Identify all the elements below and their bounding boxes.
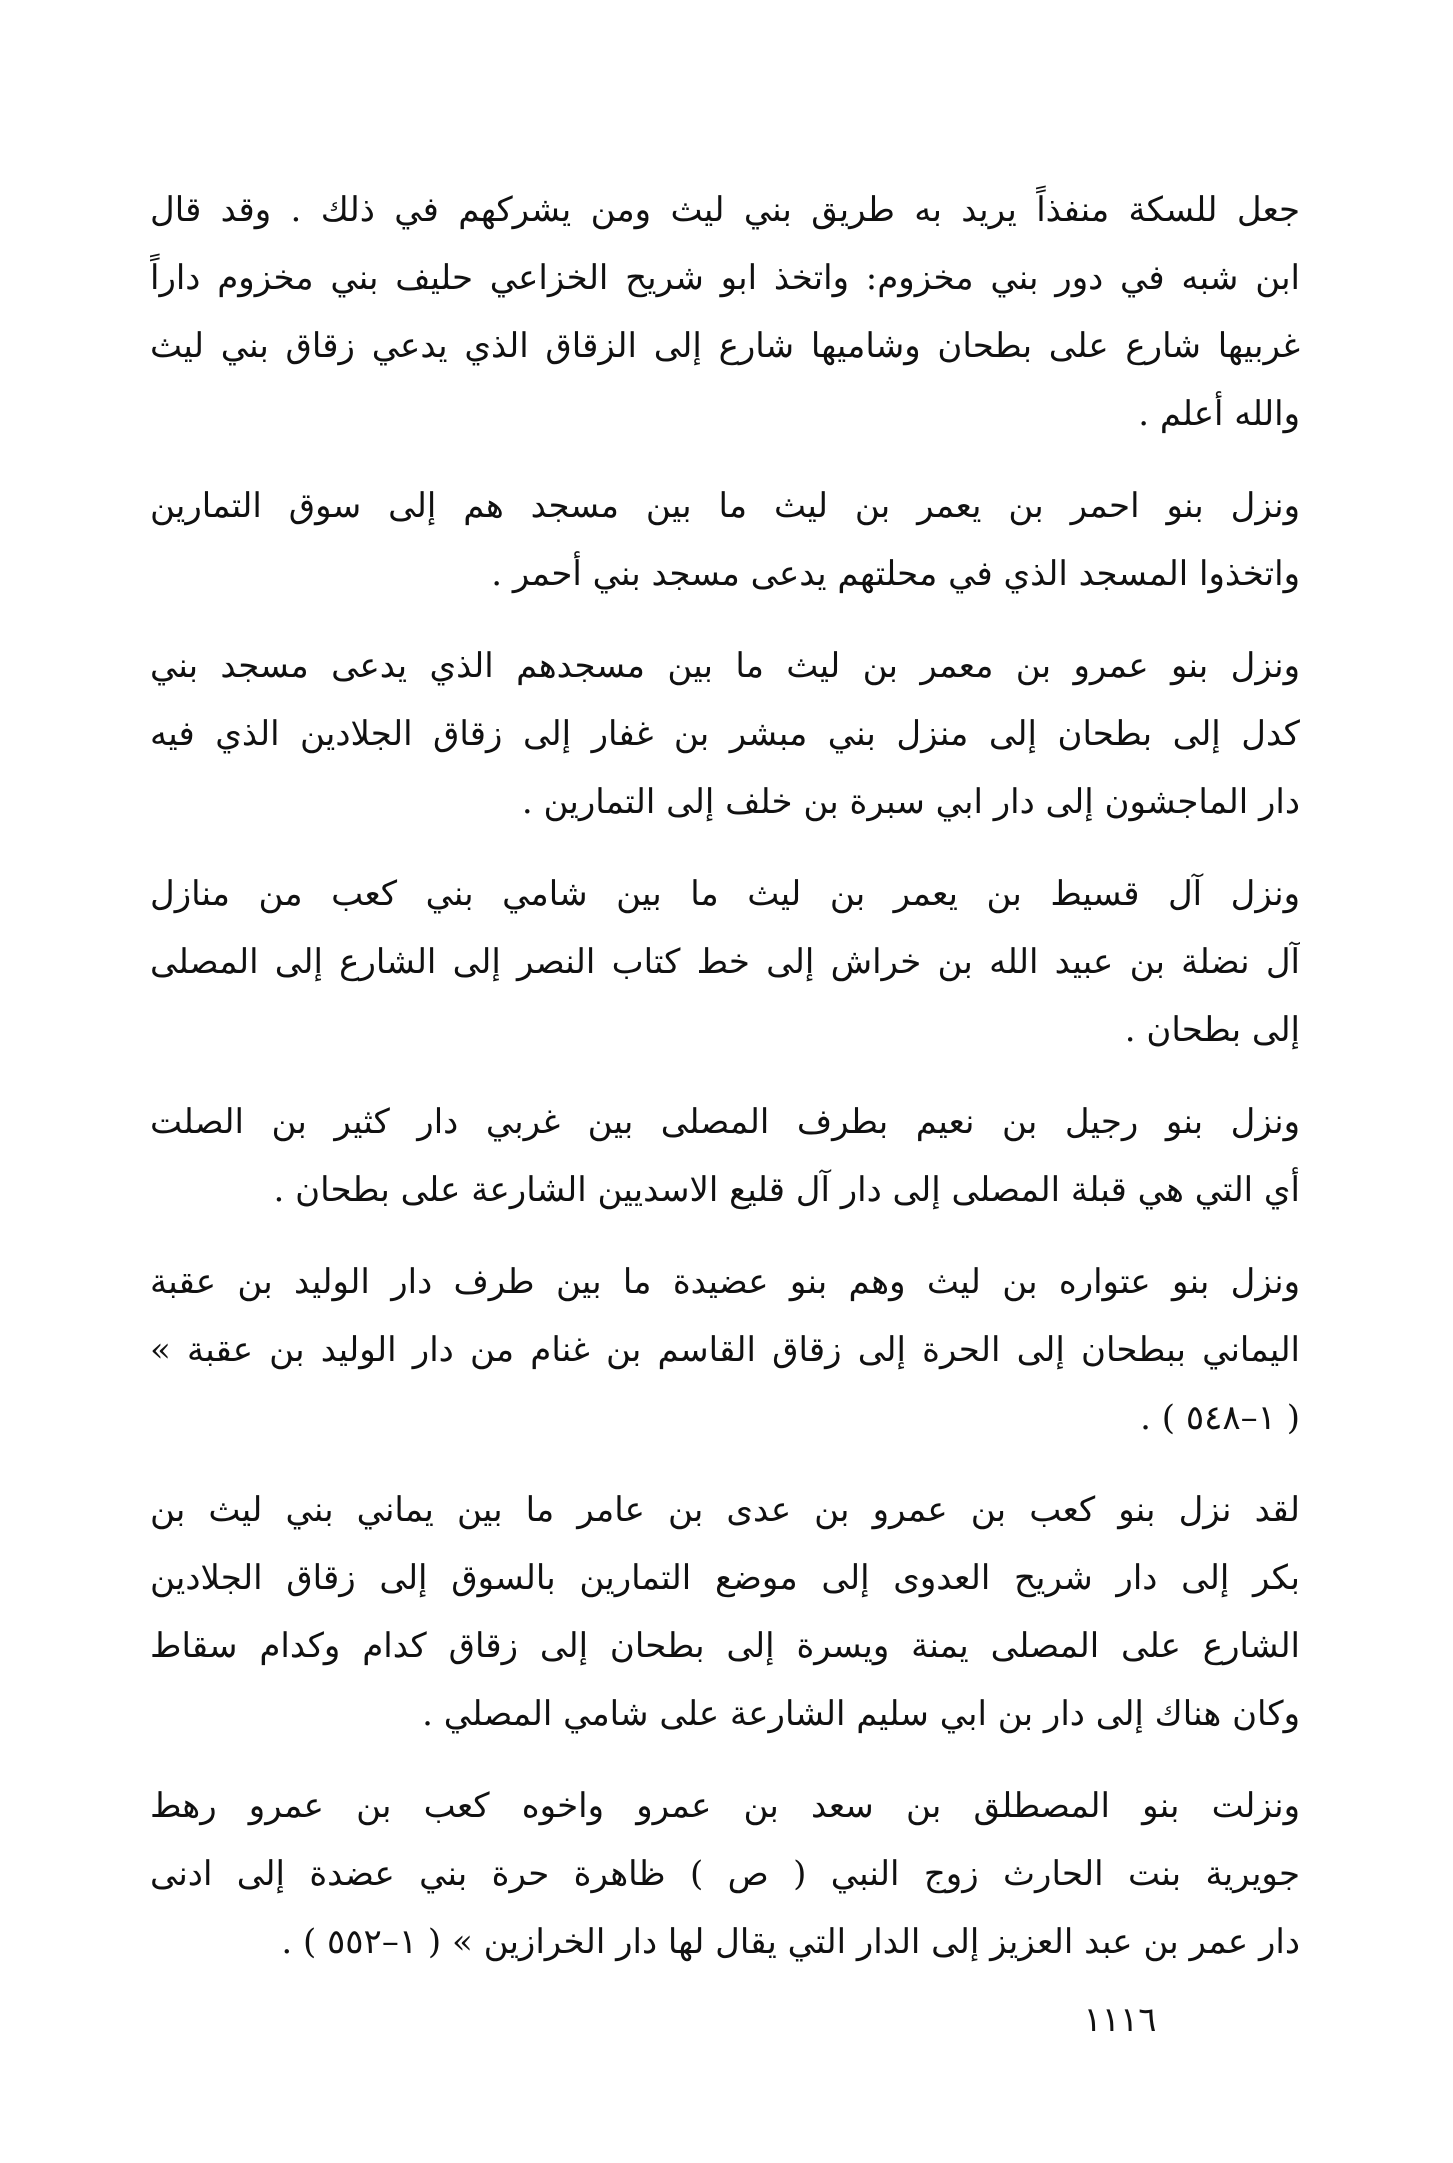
text-line: إلى بطحان .	[1124, 1010, 1300, 1050]
text-line: أي التي هي قبلة المصلى إلى دار آل قليع الاسديين الشارعة على بطحان .	[273, 1170, 1300, 1210]
paragraph	[150, 860, 1300, 1064]
paragraph	[150, 472, 1300, 608]
text-line: ( ١–٥٤٨ ) .	[1140, 1398, 1300, 1438]
text-line: والله أعلم .	[1138, 394, 1300, 434]
text-line: آل نضلة بن عبيد الله بن خراش إلى خط كتاب النصر إلى الشارع إلى المصلى	[150, 942, 1300, 982]
paragraph	[150, 176, 1300, 448]
paragraph	[150, 1476, 1300, 1748]
text-line: دار عمر بن عبد العزيز إلى الدار التي يقال لها دار الخرازين » ( ١–٥٥٢ ) .	[281, 1922, 1300, 1962]
text-line: غربيها شارع على بطحان وشاميها شارع إلى الزقاق الذي يدعي زقاق بني ليث	[150, 326, 1300, 366]
text-line: بكر إلى دار شريح العدوى إلى موضع التمارين بالسوق إلى زقاق الجلادين	[150, 1558, 1300, 1598]
paragraph	[150, 1772, 1300, 1976]
text-line: دار الماجشون إلى دار ابي سبرة بن خلف إلى التمارين .	[521, 782, 1300, 822]
text-line: الشارع على المصلى يمنة ويسرة إلى بطحان إلى زقاق كدام وكدام سقاط	[150, 1626, 1300, 1666]
text-line: كدل إلى بطحان إلى منزل بني مبشر بن غفار إلى زقاق الجلادين الذي فيه	[150, 714, 1300, 754]
text-line: واتخذوا المسجد الذي في محلتهم يدعى مسجد بني أحمر .	[491, 554, 1300, 594]
text-line: ونزل بنو عتواره بن ليث وهم بنو عضيدة ما بين طرف دار الوليد بن عقبة	[150, 1262, 1300, 1302]
text-line: ونزل بنو احمر بن يعمر بن ليث ما بين مسجد هم إلى سوق التمارين	[150, 486, 1300, 526]
text-line: ونزل بنو رجيل بن نعيم بطرف المصلى بين غربي دار كثير بن الصلت	[150, 1102, 1300, 1142]
paragraph	[150, 632, 1300, 836]
paragraph	[150, 1248, 1300, 1452]
text-line: ونزلت بنو المصطلق بن سعد بن عمرو واخوه كعب بن عمرو رهط	[150, 1786, 1300, 1826]
text-line: وكان هناك إلى دار بن ابي سليم الشارعة على شامي المصلي .	[422, 1694, 1300, 1734]
text-line: جعل للسكة منفذاً يريد به طريق بني ليث ومن يشركهم في ذلك . وقد قال	[150, 190, 1300, 230]
text-line: اليماني ببطحان إلى الحرة إلى زقاق القاسم بن غنام من دار الوليد بن عقبة »	[150, 1330, 1300, 1370]
body-text	[150, 176, 1300, 2000]
paragraph	[150, 1088, 1300, 1224]
text-line: جويرية بنت الحارث زوج النبي ( ص ) ظاهرة حرة بني عضدة إلى ادنى	[150, 1854, 1300, 1894]
text-line: ونزل آل قسيط بن يعمر بن ليث ما بين شامي بني كعب من منازل	[150, 874, 1300, 914]
text-line: ابن شبه في دور بني مخزوم: واتخذ ابو شريح الخزاعي حليف بني مخزوم داراً	[150, 258, 1300, 298]
text-line: ونزل بنو عمرو بن معمر بن ليث ما بين مسجدهم الذي يدعى مسجد بني	[150, 646, 1300, 686]
page-number: ١١١٦	[1083, 2000, 1157, 2040]
text-line: لقد نزل بنو كعب بن عمرو بن عدى بن عامر ما بين يماني بني ليث بن	[150, 1490, 1300, 1530]
